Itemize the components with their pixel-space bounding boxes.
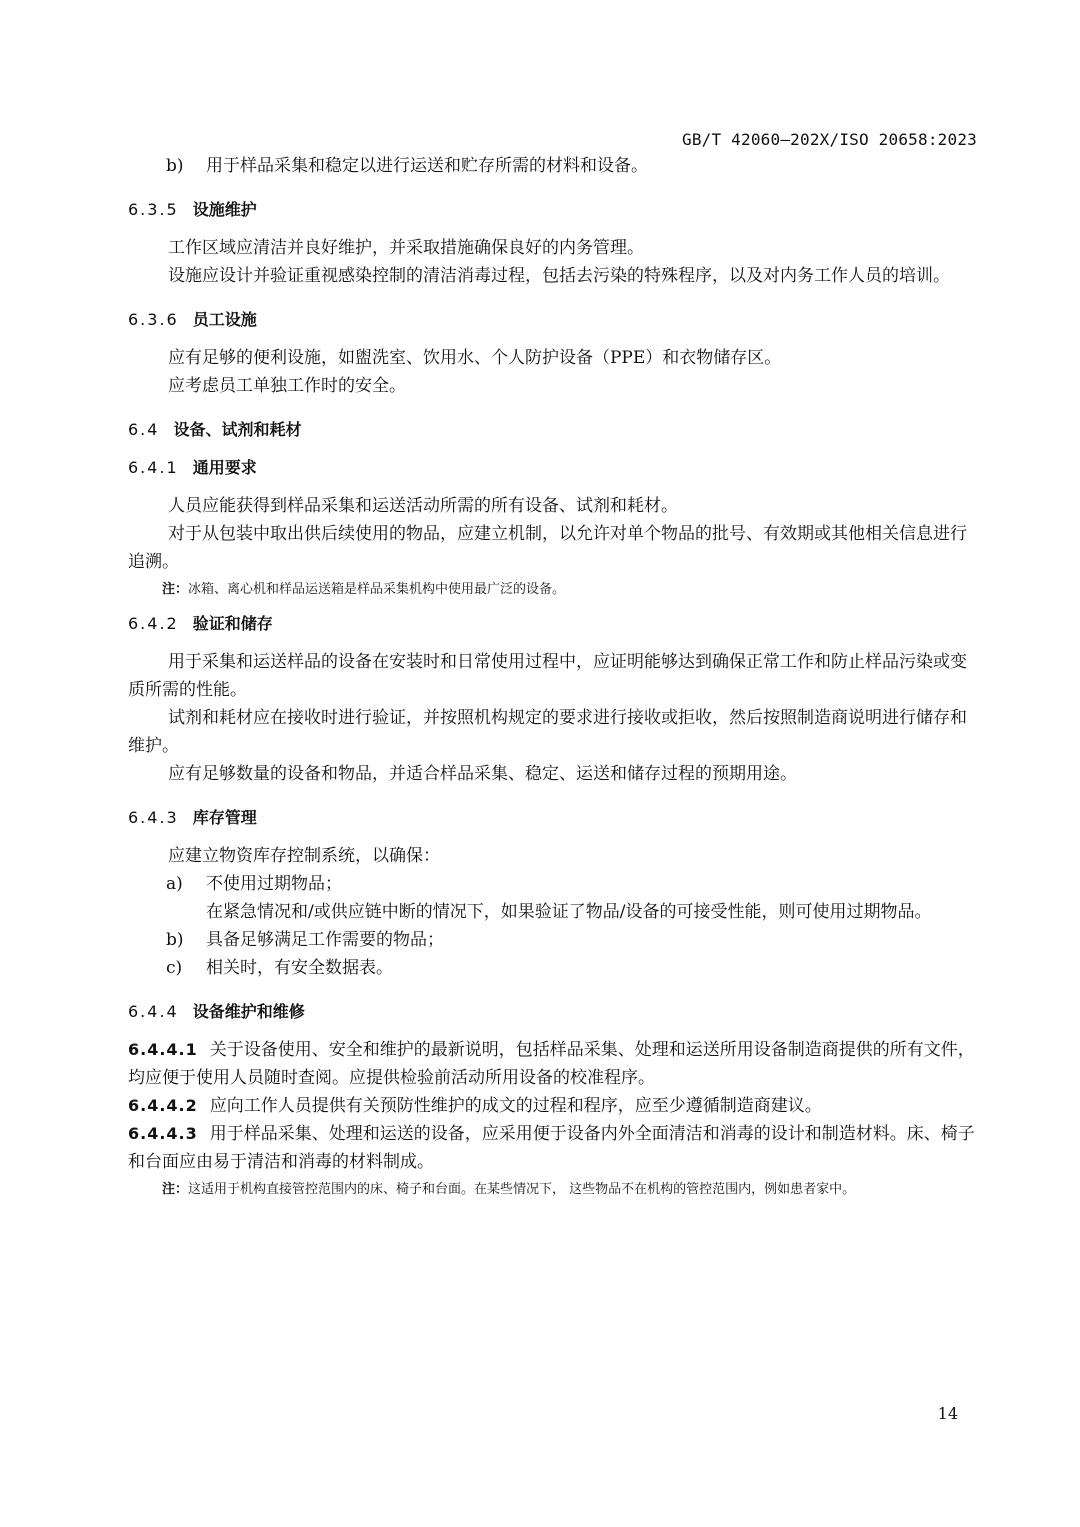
paragraph: 工作区域应清洁并良好维护，并采取措施确保良好的内务管理。 <box>168 238 644 258</box>
paragraph: 用于采集和运送样品的设备在安装时和日常使用过程中，应证明能够达到确保正常工作和防止样品污染或变质所需的性能。 <box>128 652 967 700</box>
note-text: 这适用于机构直接管控范围内的床、椅子和台面。在某些情况下， 这些物品不在机构的管控范围内，例如患者家中。 <box>188 1182 856 1197</box>
section-heading-6-4-1 <box>128 454 978 482</box>
section-title: 验证和储存 <box>192 614 273 633</box>
list-item <box>166 926 978 954</box>
list-item <box>166 954 978 982</box>
section-heading-6-3-5 <box>128 196 978 224</box>
section-number: 6.4.2 <box>128 614 179 633</box>
section-number: 6.4 <box>128 420 160 439</box>
paragraph: 人员应能获得到样品采集和运送活动所需的所有设备、试剂和耗材。 <box>168 496 678 516</box>
paragraph: 应有足够数量的设备和物品，并适合样品采集、稳定、运送和储存过程的预期用途。 <box>168 764 797 784</box>
section-number: 6.3.6 <box>128 310 179 329</box>
note-label: 注： <box>162 582 189 597</box>
section-title: 库存管理 <box>192 808 257 827</box>
list-item-text: 具备足够满足工作需要的物品； <box>206 930 444 950</box>
note-text: 冰箱、离心机和样品运送箱是样品采集机构中使用最广泛的设备。 <box>188 582 566 597</box>
section-number: 6.3.5 <box>128 200 179 219</box>
list-item-label: b) <box>166 156 184 176</box>
list-item-label: a) <box>166 874 183 894</box>
section-heading-6-3-6 <box>128 306 978 334</box>
paragraph: 应有足够的便利设施，如盥洗室、饮用水、个人防护设备（PPE）和衣物储存区。 <box>168 348 782 368</box>
note <box>162 1178 978 1202</box>
document-header-id: GB/T 42060—202X/ISO 20658:2023 <box>682 130 977 149</box>
section-heading-6-4-4 <box>128 998 978 1026</box>
clause-6-4-4-2 <box>128 1092 978 1120</box>
clause-6-4-4-1 <box>128 1036 978 1092</box>
list-item-text: 不使用过期物品； <box>206 874 342 894</box>
section-title: 设备、试剂和耗材 <box>173 420 302 439</box>
paragraph: 应建立物资库存控制系统，以确保： <box>168 846 440 866</box>
section-title: 设施维护 <box>192 200 257 219</box>
clause-number: 6.4.4.3 <box>128 1124 198 1143</box>
section-title: 设备维护和维修 <box>192 1002 305 1021</box>
note <box>162 578 978 602</box>
clause-number: 6.4.4.1 <box>128 1040 198 1059</box>
section-number: 6.4.4 <box>128 1002 179 1021</box>
clause-number: 6.4.4.2 <box>128 1096 198 1115</box>
paragraph: 试剂和耗材应在接收时进行验证，并按照机构规定的要求进行接收或拒收，然后按照制造商说明进行储存和维护。 <box>128 708 967 756</box>
section-heading-6-4-2 <box>128 610 978 638</box>
document-body <box>128 152 978 1208</box>
page-number: 14 <box>937 1404 958 1423</box>
list-item-label: c) <box>166 958 183 978</box>
section-heading-6-4-3 <box>128 804 978 832</box>
section-title: 员工设施 <box>192 310 257 329</box>
list-item <box>166 152 978 180</box>
clause-text: 应向工作人员提供有关预防性维护的成文的过程和程序，应至少遵循制造商建议。 <box>209 1096 822 1116</box>
paragraph: 设施应设计并验证重视感染控制的清洁消毒过程，包括去污染的特殊程序，以及对内务工作人员的培训。 <box>168 266 950 286</box>
section-number: 6.4.1 <box>128 458 179 477</box>
clause-text: 关于设备使用、安全和维护的最新说明，包括样品采集、处理和运送所用设备制造商提供的所有文件，均应便于使用人员随时查阅。应提供检验前活动所用设备的校准程序。 <box>128 1040 975 1088</box>
paragraph: 应考虑员工单独工作时的安全。 <box>168 376 406 396</box>
section-number: 6.4.3 <box>128 808 179 827</box>
list-item-continuation: 在紧急情况和/或供应链中断的情况下，如果验证了物品/设备的可接受性能，则可使用过期物品。 <box>206 902 932 922</box>
list-item <box>166 870 978 898</box>
note-label: 注： <box>162 1182 189 1197</box>
section-title: 通用要求 <box>192 458 257 477</box>
paragraph: 对于从包装中取出供后续使用的物品，应建立机制，以允许对单个物品的批号、有效期或其他相关信息进行追溯。 <box>128 524 967 572</box>
clause-text: 用于样品采集、处理和运送的设备，应采用便于设备内外全面清洁和消毒的设计和制造材料。床、椅子和台面应由易于清洁和消毒的材料制成。 <box>128 1124 975 1172</box>
clause-6-4-4-3 <box>128 1120 978 1176</box>
list-item-text: 用于样品采集和稳定以进行运送和贮存所需的材料和设备。 <box>206 156 648 176</box>
list-item-label: b) <box>166 930 184 950</box>
section-heading-6-4 <box>128 416 978 444</box>
list-item-text: 相关时，有安全数据表。 <box>206 958 393 978</box>
